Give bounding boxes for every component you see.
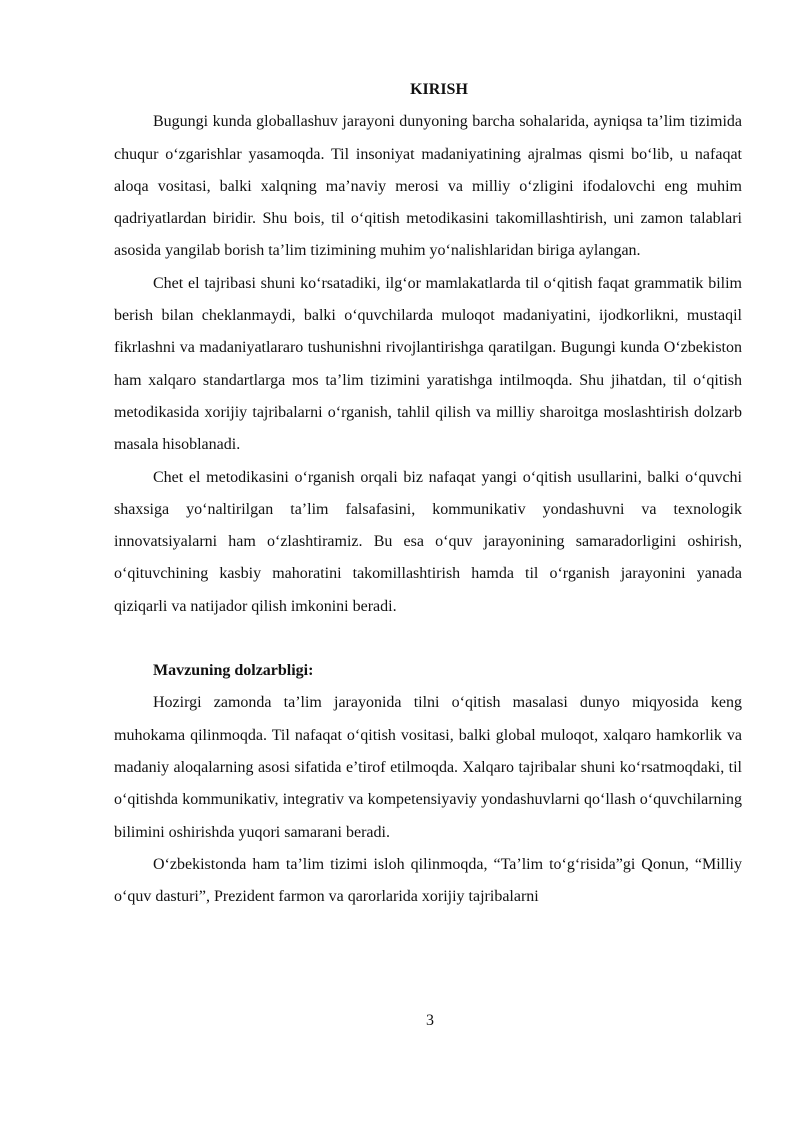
document-page — [114, 74, 742, 913]
section-heading: Mavzuning dolzarbligi: — [153, 662, 314, 680]
section-paragraph-2: O‘zbekistonda ham ta’lim tizimi isloh qilinmoqda, “Ta’lim to‘g‘risida”gi Qonun, “Milliy o‘quv dasturi”, Prezident farmon va qarorlarida xorijiy tajribalarni — [114, 855, 742, 906]
page-number: 3 — [426, 1012, 434, 1029]
intro-paragraph-1: Bugungi kunda globallashuv jarayoni dunyoning barcha sohalarida, ayniqsa ta’lim tizimida chuqur o‘zgarishlar yasamoqda. Til insoniyat madaniyatining ajralmas qismi bo‘lib, u nafaqat aloqa vositasi, balki xalqning ma’naviy merosi va milliy o‘zligini ifodalovchi eng muhim qadriyatlardan biridir. Shu bois, til o‘qitish metodikasini takomillashtirish, uni zamon talablari asosida yangilab borish ta’lim tizimining muhim yo‘nalishlaridan biriga aylangan. — [114, 113, 742, 260]
intro-paragraph-3: Chet el metodikasini o‘rganish orqali biz nafaqat yangi o‘qitish usullarini, balki o‘quvchi shaxsiga yo‘naltirilgan ta’lim falsafasini, kommunikativ yondashuvni va texnologik innovatsiyalarni ham o‘zlashtiramiz. Bu esa o‘quv jarayonining samaradorligini oshirish, o‘qituvchining kasbiy mahoratini takomillashtirish hamda til o‘rganish jarayonini yanada qiziqarli va natijador qilish imkonini beradi. — [114, 468, 742, 615]
document-title: KIRISH — [410, 81, 468, 98]
section-paragraph-1: Hozirgi zamonda ta’lim jarayonida tilni o‘qitish masalasi dunyo miqyosida keng muhokama qilinmoqda. Til nafaqat o‘qitish vositasi, balki global muloqot, xalqaro hamkorlik va madaniy aloqalarning asosi sifatida e’tirof etilmoqda. Xalqaro tajribalar shuni ko‘rsatmoqdaki, til o‘qitishda kommunikativ, integrativ va kompetensiyaviy yondashuvlarni qo‘llash o‘quvchilarning bilimini oshirishda yuqori samarani beradi. — [114, 694, 742, 841]
intro-paragraph-2: Chet el tajribasi shuni ko‘rsatadiki, ilg‘or mamlakatlarda til o‘qitish faqat grammatik bilim berish bilan cheklanmaydi, balki o‘quvchilarda muloqot madaniyatini, ijodkorlikni, mustaqil fikrlashni va madaniyatlararo tushunishni rivojlantirishga qaratilgan. Bugungi kunda O‘zbekiston ham xalqaro standartlarga mos ta’lim tizimini yaratishga intilmoqda. Shu jihatdan, til o‘qitish metodikasida xorijiy tajribalarni o‘rganish, tahlil qilish va milliy sharoitga moslashtirish dolzarb masala hisoblanadi. — [114, 274, 742, 454]
